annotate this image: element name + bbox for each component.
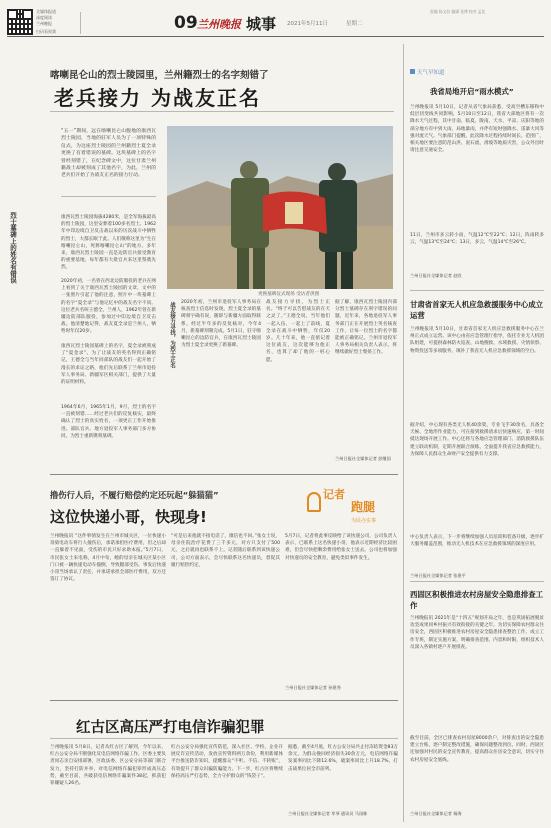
divider-story2-story3: [50, 700, 398, 701]
story-c-headline: 西固区积极推进农村房屋安全隐患排查工作: [410, 590, 544, 610]
story-b-body3: 中心负责人表示，下一步将继续加强人员培训和装备升级，逐步扩大服务覆盖范围，推动无人机技术在应急救援领域的深度应用。: [410, 535, 544, 548]
story1-headline: 老兵接力 为战友正名: [54, 86, 261, 110]
story-c-byline: 兰州日报社全媒体记者 杨海: [410, 811, 462, 816]
story-b-byline: 兰州日报社全媒体记者 张建平: [410, 573, 466, 578]
paper-logo: 兰州晚报: [197, 18, 241, 31]
story-b-body2: 据介绍，中心现有各类无人机40余架，专业飞手30余名，具备全天候、全地形作业能力，可在接到救援请求后快速响应，第一时间抵达现场开展工作。中心还将与各地应急管理部门、消防救援队伍建立联动机制，定期开展联合演练，全面提升我省应急救援能力，为保障人民群众生命财产安全提供有力支撑。: [410, 423, 544, 457]
story1-col1-b: 2020年初，一名曾在西北边防服役的老兵在网上看到了关于康西瓦烈士陵园的文章，文中的一张照片引起了他的注意，照片中一块墓碑上的名字“夏全录”与他记忆中的战友名字不同。这位老兵名叫王德全，兰州人，1962年曾在新疆边防部队服役，参加过中印边境自卫反击战。他清楚地记得，战友夏全录是兰州人，牺牲时年仅20岁。: [61, 279, 156, 335]
story1-byline: 兰州日报社全媒体记者 彭继国: [335, 456, 391, 461]
story1-photo: [167, 126, 393, 289]
story-a-byline: 兰州日报社全媒体记者 赵欣: [410, 273, 462, 278]
story3-headline: 红古区高压严打电信诈骗犯罪: [76, 720, 265, 736]
credits: 责编 杨文苏 编辑 张博 校对 孟佳: [430, 9, 486, 14]
story3-body3: 据悉，截至4月底，红古公安分局共止付冻结资金83万余元，为群众挽回经济损失30余万元，电信网络诈骗发案率同比下降12.6%，破案率同比上升18.7%，打击战果位居全市前列。: [288, 745, 398, 772]
masthead-rule: [7, 36, 544, 37]
logo-line1: 记者: [323, 488, 345, 501]
weather-brand-label: 天气早知道: [417, 70, 445, 76]
reporter-errand-logo: [307, 486, 395, 530]
story-b-body: 兰州晚报讯 5月10日，甘肃省首家无人机应急救援服务中心在兰州正式成立运营。该中心由省应急管理厅指导，依托专业无人机团队组建，可提供森林防火巡查、山地搜救、水域救援、灾情侦察、物资投送等多项服务，填补了我省无人机应急救援领域的空白。: [410, 327, 544, 354]
story1-col3-side-title: 战友接力寻找，为烈士正名: [169, 302, 175, 368]
story2-byline: 兰州日报社全媒体记者 孙建秀: [285, 685, 341, 690]
photo-caption: 更换墓碑仪式现场 受访者供图: [258, 292, 320, 297]
story-b-headline: 甘肃省首家无人机应急救援服务中心成立运营: [410, 300, 544, 320]
story2-headline: 这位快递小哥，快现身!: [50, 508, 207, 526]
story2-body: 兰州晚报讯 “这件事情发生在兰州市城关区，一位快递小哥骑电动车将行人撞伤后，承诺承担医疗费用，但之后却一直躲着不见面，受伤的市民只好求助本报。”5月7日，市民张女士来电称，4月中旬，她的母亲在城关区某小区门口被一辆快递电动车撞倒，导致腿部受伤。事发后快递小哥当场承认了责任，并承诺承担全部医疗费用，双方还签订了协议。: [50, 534, 166, 583]
story-a-headline: 我省局地开启“雨水模式”: [430, 87, 514, 96]
story1-col3: 战友接力寻找，为烈士正名。“终于可以告慰战友的在天之灵了。”王德全说，当年他们一起入伍，一起上了前线，夏全录在战斗中牺牲，年仅20岁。几十年来，他一直惦记着这位战友，这次能够为他正名，也算了却了他的一桩心愿。: [266, 300, 330, 363]
right-column-divider: [403, 44, 404, 822]
story-a-body2: 11日，兰州市多云转小雨，气温12℃至22℃；12日，阵雨转多云，气温13℃至24℃；13日，多云，气温14℃至26℃。: [410, 233, 544, 246]
qr-code-icon[interactable]: [7, 9, 33, 35]
story3-body2: 红古公安分局强化宣传防范，深入社区、学校、企业开展反诈宣传活动，发放宣传资料两万余份，利用新媒体平台推送防诈知识，提醒群众“不听、不信、不转账”，有效提升了群众识骗防骗能力。下一步，红古区将继续保持高压严打态势，全力守护群众的“钱袋子”。: [171, 745, 283, 779]
story1-headline-rule: [50, 111, 394, 112]
story2-body3: 5月7日，记者将此事反映给了该快递公司，公司负责人表示，已联系上这名快递小哥，他表示近期经济比较困难，但会尽快把剩余费用给张女士送去。公司也将加强对快递员的安全教育，避免类似事件发生。: [285, 534, 397, 561]
story1-kicker: 喀喇昆仑山的烈士陵园里，兰州籍烈士的名字刻错了: [50, 70, 269, 81]
issue-weekday: 星期二: [346, 21, 363, 27]
story2-body2: “可是后来他就不接电话了，微信也不回。”张女士说，母亲住院治疗花费了三千多元，对方只支付了500元，之后就再也联系不上。记者随后联系到该快递公司，公司方面表示，会尽快联系这名快递员，督促其履行赔偿约定。: [171, 534, 280, 568]
section-title: 城事: [246, 15, 277, 33]
story1-col1-d: 1964年6月，1965年1月，9月，烈士的名字一直被刻错……经过老兵们的反复核实，最终确认了烈士的真实姓名，一项更正工作开始推进。部队官兵、地方退役军人事务部门多方协同，为烈士重新镌刻墓碑。: [61, 405, 156, 439]
lede-rule: [61, 196, 156, 197]
slogan-line: 兰州晚报: [36, 21, 52, 26]
story1-col2: 2020年初，兰州市退役军人事务局在核查烈士信息时发现，烈士夏全录的墓碑刻字确有误，随即与新疆方面取得联系。经过半年多的反复核对，今年4月，新墓碑刻制完成。5月1日，驻守喀喇昆仑的边防官兵，在康西瓦烈士陵园为烈士夏全录更换了新墓碑。: [181, 300, 261, 349]
weather-brand-icon: [410, 69, 415, 74]
story-a-body: 兰州晚报讯 5月10日，记者从省气象局获悉，受高空槽东移和中低层切变线共同影响，5月10日至12日，我省大部地区将有一次降水天气过程，其中甘南、临夏、陇南、天水、平凉、庆阳等地的部分地方有中到大雨，局地暴雨，并伴有短时强降水、雷暴大风等强对流天气。气象部门提醒，此次降水过程持续时间长、范围广，相关地区要注意防范山洪、泥石流、滑坡等地质灾害，公众外出时请注意交通安全。: [410, 105, 544, 154]
story1-col1-c: 康西瓦烈士陵园墓碑上的名字，夏全录被刻成了“夏金录”。为了让战友的英名得到正确铭记，王德全与当年同部队的战友们一起开始了漫长的求证之路，他们先后联系了兰州市退役军人事务局、新疆军区相关部门，提供了大量的证明材料。: [61, 344, 156, 386]
story1-col1-a: 康西瓦烈士陵园海拔4280米，是全军海拔最高的烈士陵园，这里安葬着100多名烈士。1962年中印边境自卫反击战以来的历次战斗中牺牲的烈士，大都长眠于此。人们敬称这里为“生在喀喇昆仑山，死葬喀喇昆仑山”的地方。多年来，康西瓦烈士陵园一直是边防官兵接受教育的重要基地，每年都有大批官兵来这里祭奠先烈。: [61, 215, 156, 271]
story3-byline: 兰州日报社全媒体记者 牟琴 通讯员 马国栋: [288, 811, 368, 816]
slogan-line: 深度阅读: [36, 15, 52, 20]
story3-body: 兰州晚报讯 5月8日，记者从红古区了解到，今年以来，红古公安分局不断强化反电信网络诈骗工作，区委主要负责同志亲自安排部署，区政法委、区公安分局等部门联合发力，坚持打防并举，对电信网络诈骗犯罪形成高压态势，截至目前，共破获电信网络诈骗案件38起，抓获犯罪嫌疑人26名。: [50, 745, 166, 787]
right-divider-a-b: [410, 290, 544, 291]
ceremony-scene-icon: [167, 126, 393, 289]
logo-line3: 为民办实事: [351, 518, 377, 524]
slogan-line: 全媒体报道: [36, 9, 56, 14]
story1-col4: 据了解，康西瓦烈士陵园内部分烈士墓碑存在刻字错误的问题，近年来，各地退役军人事务部门正在开展烈士英名核查工作，让每一位烈士的名字都能被正确铭记。兰州市退役军人事务局相关负责人表示，将继续做好烈士褒扬工作。: [335, 300, 397, 356]
story1-lede: “五一”期间，远在喀喇昆仑山腹地的康西瓦烈士陵园，当地的驻军人员为了一项特殊的仪式，为这座烈士陵园的兰州籍烈士夏全录更换了有着错误的墓碑。这块墓碑上的名字曾经刻错了，在纪念碑文中，这位甘肃兰州籍战士却被刻成了其他名字，为此，兰州的老兵们开始了为战友正名的接力行动。: [61, 129, 156, 179]
logo-line2: 跑腿: [351, 500, 376, 514]
qr-caption: 扫码看视频: [36, 29, 56, 34]
story1-side-title: 烈士墓碑上的姓名有错误: [9, 212, 17, 284]
issue-date: 2021年5月11日: [287, 21, 328, 27]
masthead-divider: [80, 12, 81, 34]
story-c-body: 兰州晚报讯 2021年是“十四五”规划开局之年，也是巩固拓展脱贫攻坚成果同乡村振兴有效衔接的关键之年。为切实保障农村群众住房安全，西固区积极推进农村房屋安全隐患排查整治工作，成立工作专班，制定实施方案，明确排查范围、内容和时限，组织技术人员深入各镇村逐户开展排查。: [410, 616, 544, 650]
right-divider-b-c: [410, 581, 544, 582]
story3-headline-rule: [50, 738, 398, 739]
page-number: 09: [174, 13, 198, 33]
logo-mark-icon: [307, 492, 321, 512]
divider-story1-story2: [50, 474, 398, 475]
story2-kicker: 撸伤行人后，不履行赔偿约定还玩起“躲猫猫”: [50, 490, 219, 500]
slogan: [36, 9, 76, 27]
story-c-body2: 截至目前，全区已排查农村房屋8000余户，对排查出的安全隐患建立台账，逐户制定整改措施，确保问题整改到位。同时，西固区还加强对村民的安全宣传教育，提高群众住房安全意识，切实守住农村房屋安全底线。: [410, 736, 544, 763]
